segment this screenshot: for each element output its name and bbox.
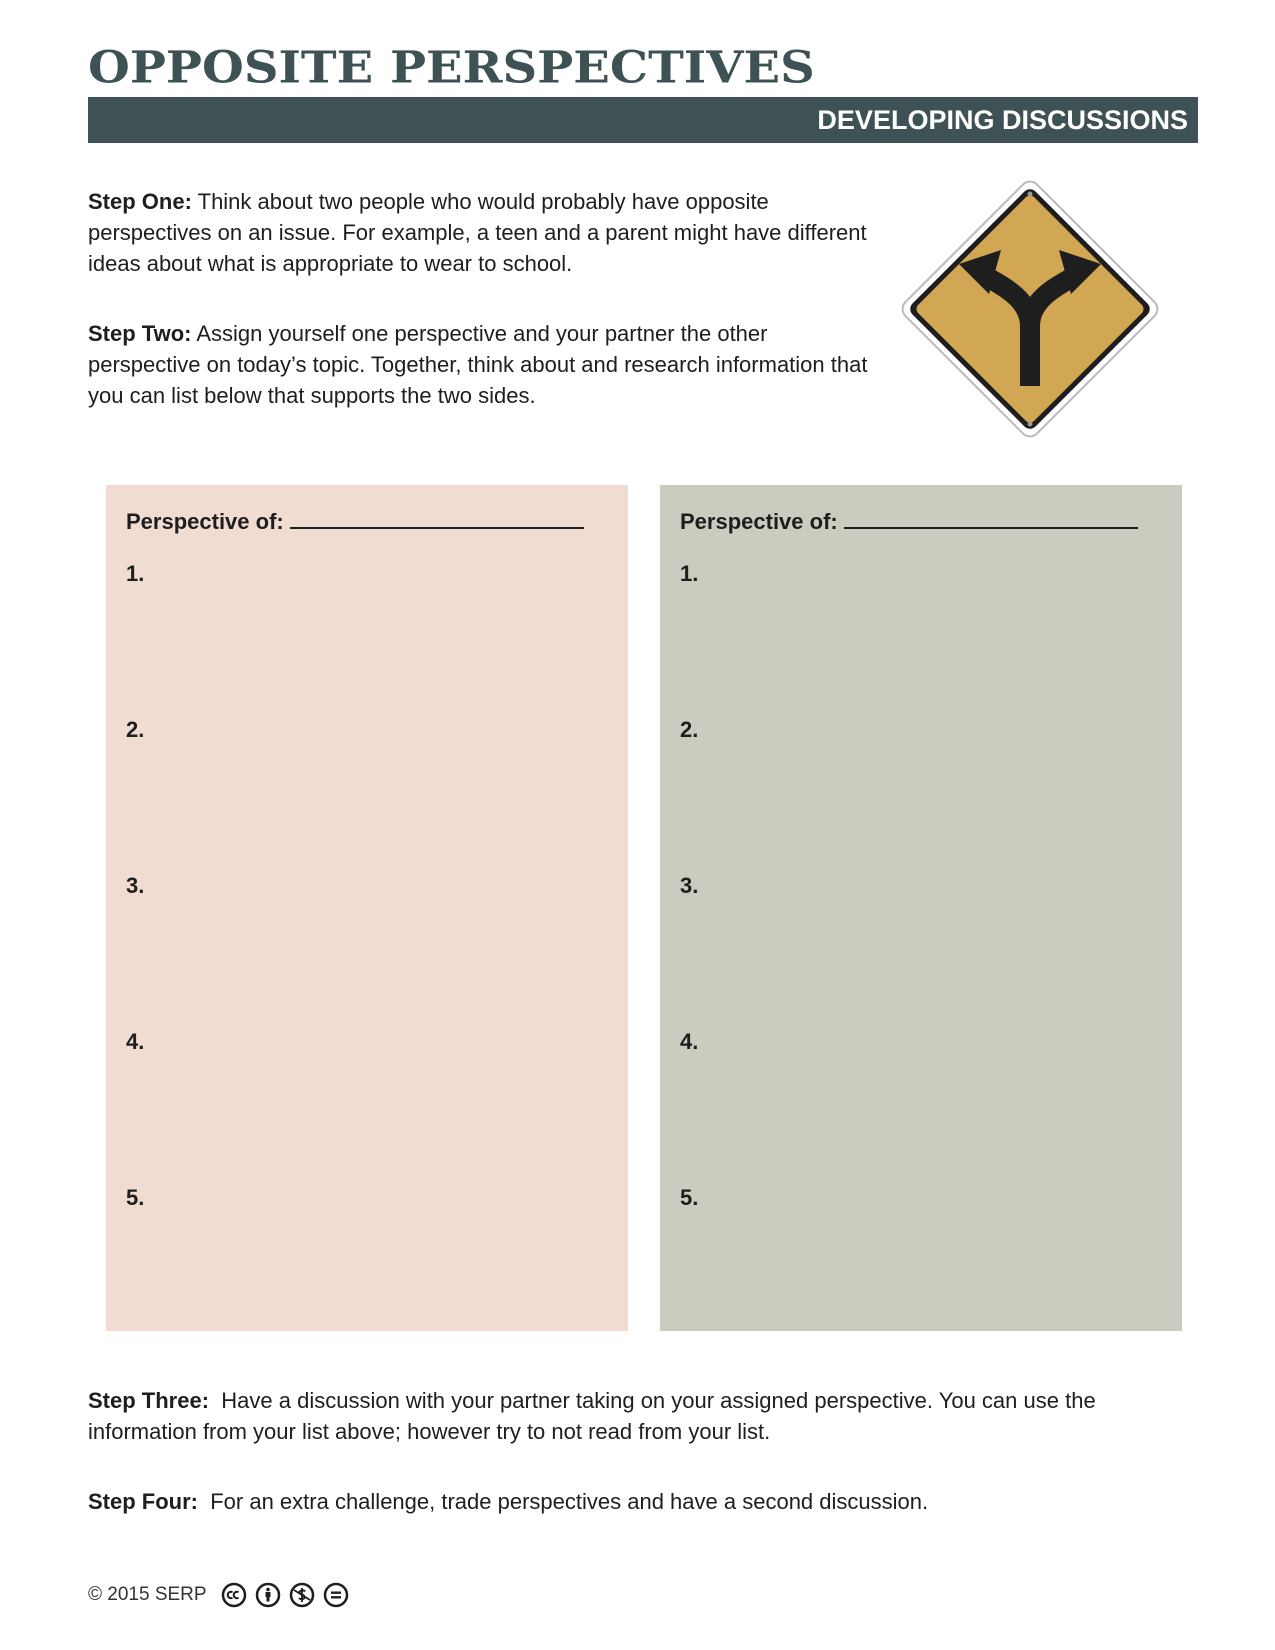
list-item-number: 2. <box>126 717 145 742</box>
no-derivatives-icon <box>323 1582 349 1608</box>
step-two <box>88 318 868 411</box>
step-four-label: Step Four: <box>88 1489 198 1514</box>
step-four <box>88 1486 1198 1517</box>
list-item-number: 1. <box>126 561 145 586</box>
list-item-number: 4. <box>126 1029 145 1054</box>
name-blank-line-right[interactable] <box>844 507 1138 529</box>
license-icons <box>221 1582 349 1608</box>
by-attribution-icon <box>255 1582 281 1608</box>
cc-icon <box>221 1582 247 1608</box>
step-two-label: Step Two: <box>88 321 192 346</box>
perspective-panel-left <box>106 485 628 1331</box>
step-one-label: Step One: <box>88 189 192 214</box>
step-one-text: Think about two people who would probably have opposite perspectives on an issue. For example, a teen and a parent might have different ideas about what is appropriate to wear to school. <box>88 189 867 276</box>
banner-text: DEVELOPING DISCUSSIONS <box>817 105 1188 135</box>
name-blank-line-left[interactable] <box>290 507 584 529</box>
fork-road-sign-icon <box>897 176 1163 442</box>
list-item-number: 5. <box>126 1185 145 1210</box>
footer <box>88 1580 349 1610</box>
section-banner <box>88 97 1198 143</box>
step-four-text: For an extra challenge, trade perspectives and have a second discussion. <box>210 1489 929 1514</box>
copyright-text: © 2015 SERP <box>88 1584 207 1605</box>
step-two-text: Assign yourself one perspective and your partner the other perspective on today’s topic. Together, think about and research information that you can list below that supports the two sides. <box>88 321 868 408</box>
step-three-label: Step Three: <box>88 1388 210 1413</box>
page-title: OPPOSITE PERSPECTIVES <box>88 41 815 94</box>
list-item-number: 1. <box>680 561 699 586</box>
step-three-text: Have a discussion with your partner taking on your assigned perspective. You can use the information from your list above; however try to not read from your list. <box>88 1388 1096 1444</box>
perspective-label-right: Perspective of: <box>680 509 838 534</box>
list-item-number: 5. <box>680 1185 699 1210</box>
step-three <box>88 1385 1198 1447</box>
step-one <box>88 186 868 279</box>
list-item-number: 4. <box>680 1029 699 1054</box>
non-commercial-icon <box>289 1582 315 1608</box>
list-item-number: 2. <box>680 717 699 742</box>
perspective-panel-right <box>660 485 1182 1331</box>
perspective-heading-right <box>680 507 1138 537</box>
perspective-label-left: Perspective of: <box>126 509 284 534</box>
list-item-number: 3. <box>126 873 145 898</box>
list-item-number: 3. <box>680 873 699 898</box>
perspective-heading-left <box>126 507 584 537</box>
